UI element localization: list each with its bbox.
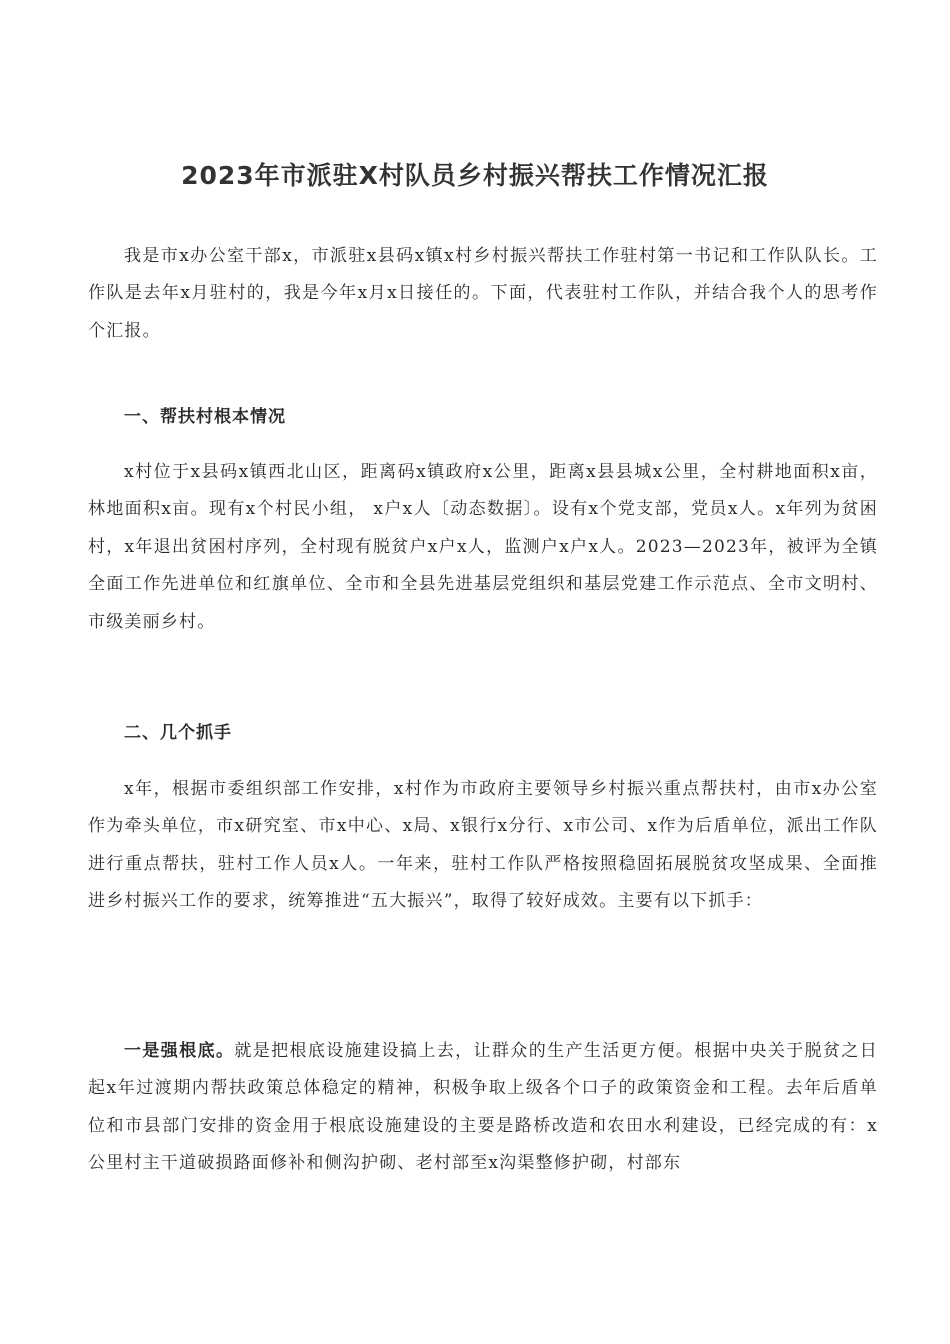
- basic-situation-paragraph: x村位于x县码x镇西北山区，距离码x镇政府x公里，距离x县县城x公里，全村耕地面积x亩，林地面积x亩。现有x个村民小组， x户x人〔动态数据〕。设有x个党支部，党员x人。x年列为贫困村，x年退出贫困村序列，全村现有脱贫户x户x人，监测户x户x人。2023—2023年，被评为全镇全面工作先进单位和红旗单位、全市和全县先进基层党组织和基层党建工作示范点、全市文明村、市级美丽乡村。: [88, 462, 878, 632]
- document-title: 2023年市派驻X村队员乡村振兴帮扶工作情况汇报: [181, 161, 769, 190]
- section-heading-key-measures: 二、几个抓手: [124, 723, 232, 743]
- section-heading-basic-situation: 一、帮扶村根本情况: [124, 407, 286, 427]
- infrastructure-paragraph: [88, 1033, 878, 1183]
- infrastructure-text: 就是把根底设施建设搞上去，让群众的生产生活更方便。根据中央关于脱贫之日起x年过渡期内帮扶政策总体稳定的精神，积极争取上级各个口子的政策资金和工程。去年后盾单位和市县部门安排的资金用于根底设施建设的主要是路桥改造和农田水利建设，已经完成的有：x公里村主干道破损路面修补和侧沟护砌、老村部至x沟渠整修护砌，村部东: [88, 1041, 879, 1174]
- intro-paragraph: 我是市x办公室干部x，市派驻x县码x镇x村乡村振兴帮扶工作驻村第一书记和工作队队长。工作队是去年x月驻村的，我是今年x月x日接任的。下面，代表驻村工作队，并结合我个人的思考作个汇报。: [88, 246, 878, 341]
- infrastructure-lead: 一是强根底。: [124, 1041, 235, 1061]
- key-measures-paragraph: x年，根据市委组织部工作安排，x村作为市政府主要领导乡村振兴重点帮扶村，由市x办公室作为牵头单位，市x研究室、市x中心、x局、x银行x分行、x市公司、x作为后盾单位，派出工作队进行重点帮扶，驻村工作人员x人。一年来，驻村工作队严格按照稳固拓展脱贫攻坚成果、全面推进乡村振兴工作的要求，统筹推进“五大振兴”，取得了较好成效。主要有以下抓手：: [88, 779, 878, 912]
